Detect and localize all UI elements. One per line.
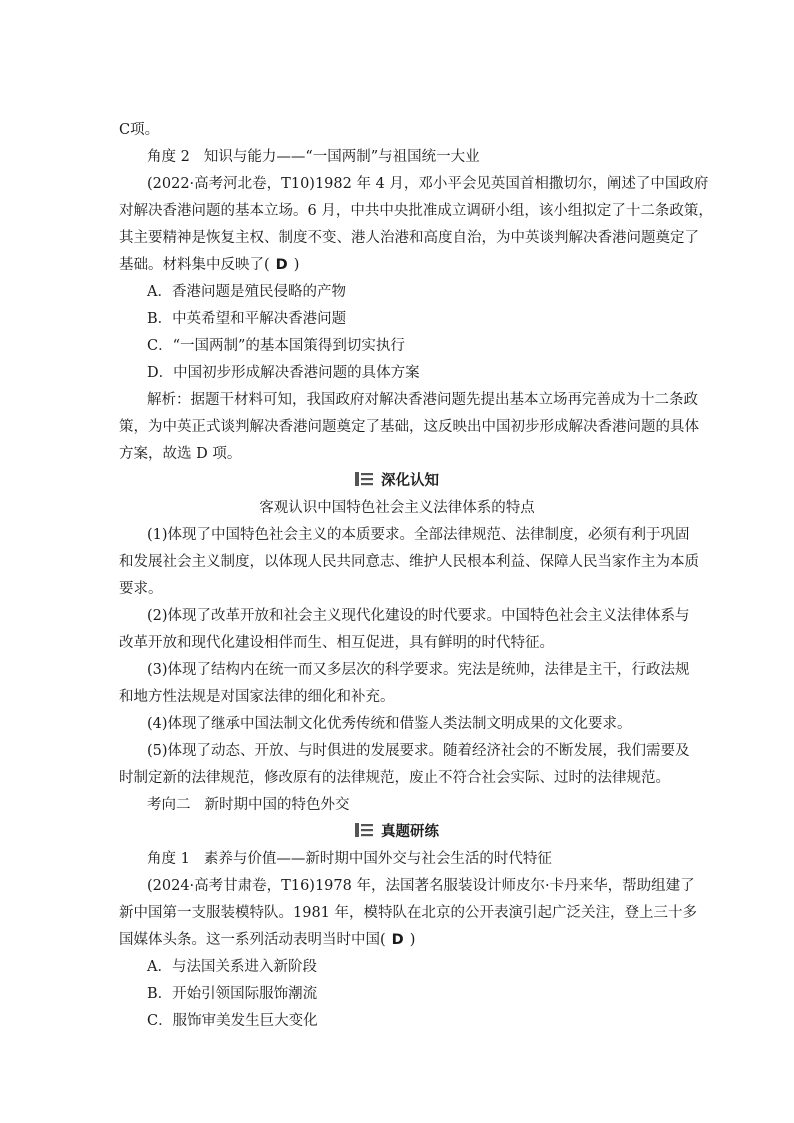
angle-label: 角度 2 — [147, 149, 190, 165]
question-line: 对解决香港问题的基本立场。6 月，中共中央批准成立调研小组，该小组拟定了十二条政策， — [119, 203, 713, 219]
direction-label: 考向二 — [147, 797, 191, 813]
analysis-line: 解析：据题干材料可知，我国政府对解决香港问题先提出基本立场再完善成为十二条政 — [147, 392, 698, 408]
point-line: (4)体现了继承中国法制文化优秀传统和借鉴人类法制文明成果的文化要求。 — [147, 716, 632, 732]
question-stem-end — [119, 930, 415, 950]
question-line: (2022·高考河北卷，T10)1982 年 4 月，邓小平会见英国首相撒切尔，阐述了中国政府 — [147, 176, 709, 192]
section-list-icon — [355, 823, 373, 837]
angle-title: 素养与价值——新时期中国外交与社会生活的时代特征 — [203, 851, 552, 867]
angle-label: 角度 1 — [147, 851, 190, 867]
angle-title: 知识与能力——“一国两制”与祖国统一大业 — [203, 149, 480, 165]
text-line: C项。 — [119, 122, 160, 138]
point-line: 要求。 — [119, 581, 163, 597]
section-title: 真题研练 — [381, 824, 439, 840]
option-a: A．与法国关系进入新阶段 — [147, 959, 317, 975]
analysis-line: 策，为中英正式谈判解决香港问题奠定了基础，这反映出中国初步形成解决香港问题的具体 — [119, 419, 699, 435]
section-heading-deepen — [0, 471, 794, 491]
analysis-line: 方案，故选 D 项。 — [119, 446, 242, 462]
option-b: B．开始引领国际服饰潮流 — [147, 986, 318, 1002]
point-line: (5)体现了动态、开放、与时俱进的发展要求。随着经济社会的不断发展，我们需要及 — [147, 743, 690, 759]
answer-mark: D — [391, 932, 404, 948]
angle-heading — [147, 147, 480, 167]
point-line: 时制定新的法律规范，修改原有的法律规范，废止不符合社会实际、过时的法律规范。 — [119, 770, 670, 786]
option-c: C．服饰审美发生巨大变化 — [147, 1013, 318, 1029]
option-d: D．中国初步形成解决香港问题的具体方案 — [147, 365, 420, 381]
question-line: (2024·高考甘肃卷，T16)1978 年，法国著名服装设计师皮尔·卡丹来华，帮助组建了 — [147, 878, 695, 894]
topic-title: 客观认识中国特色社会主义法律体系的特点 — [259, 500, 535, 516]
angle-heading — [147, 849, 552, 869]
section-title: 深化认知 — [381, 473, 439, 489]
point-line: (3)体现了结构内在统一而又多层次的科学要求。宪法是统帅，法律是主干，行政法规 — [147, 662, 690, 678]
point-line: 和发展社会主义制度，以体现人民共同意志、维护人民根本利益、保障人民当家作主为本质 — [119, 554, 699, 570]
option-b: B．中英希望和平解决香港问题 — [147, 311, 347, 327]
answer-mark: D — [275, 257, 288, 273]
question-line: 其主要精神是恢复主权、制度不变、港人治港和高度自治，为中英谈判解决香港问题奠定了 — [119, 230, 699, 246]
bracket-close: ) — [293, 257, 300, 273]
direction-heading — [147, 795, 350, 815]
bracket-close: ) — [409, 932, 416, 948]
point-line: 改革开放和现代化建设相伴而生、相互促进，具有鲜明的时代特征。 — [119, 635, 554, 651]
point-line: 和地方性法规是对国家法律的细化和补充。 — [119, 689, 395, 705]
option-c: C．“一国两制”的基本国策得到切实执行 — [147, 338, 405, 354]
question-stem-end — [119, 255, 299, 275]
direction-title: 新时期中国的特色外交 — [204, 797, 350, 813]
section-heading-practice — [0, 822, 794, 842]
question-text: 国媒体头条。这一系列活动表明当时中国( — [119, 932, 386, 948]
question-text: 基础。材料集中反映了( — [119, 257, 270, 273]
point-line: (2)体现了改革开放和社会主义现代化建设的时代要求。中国特色社会主义法律体系与 — [147, 608, 690, 624]
point-line: (1)体现了中国特色社会主义的本质要求。全部法律规范、法律制度，必须有利于巩固 — [147, 527, 690, 543]
section-list-icon — [355, 472, 373, 486]
question-line: 新中国第一支服装模特队。1981 年，模特队在北京的公开表演引起广泛关注，登上三十多 — [119, 905, 698, 921]
option-a: A．香港问题是殖民侵略的产物 — [147, 284, 346, 300]
